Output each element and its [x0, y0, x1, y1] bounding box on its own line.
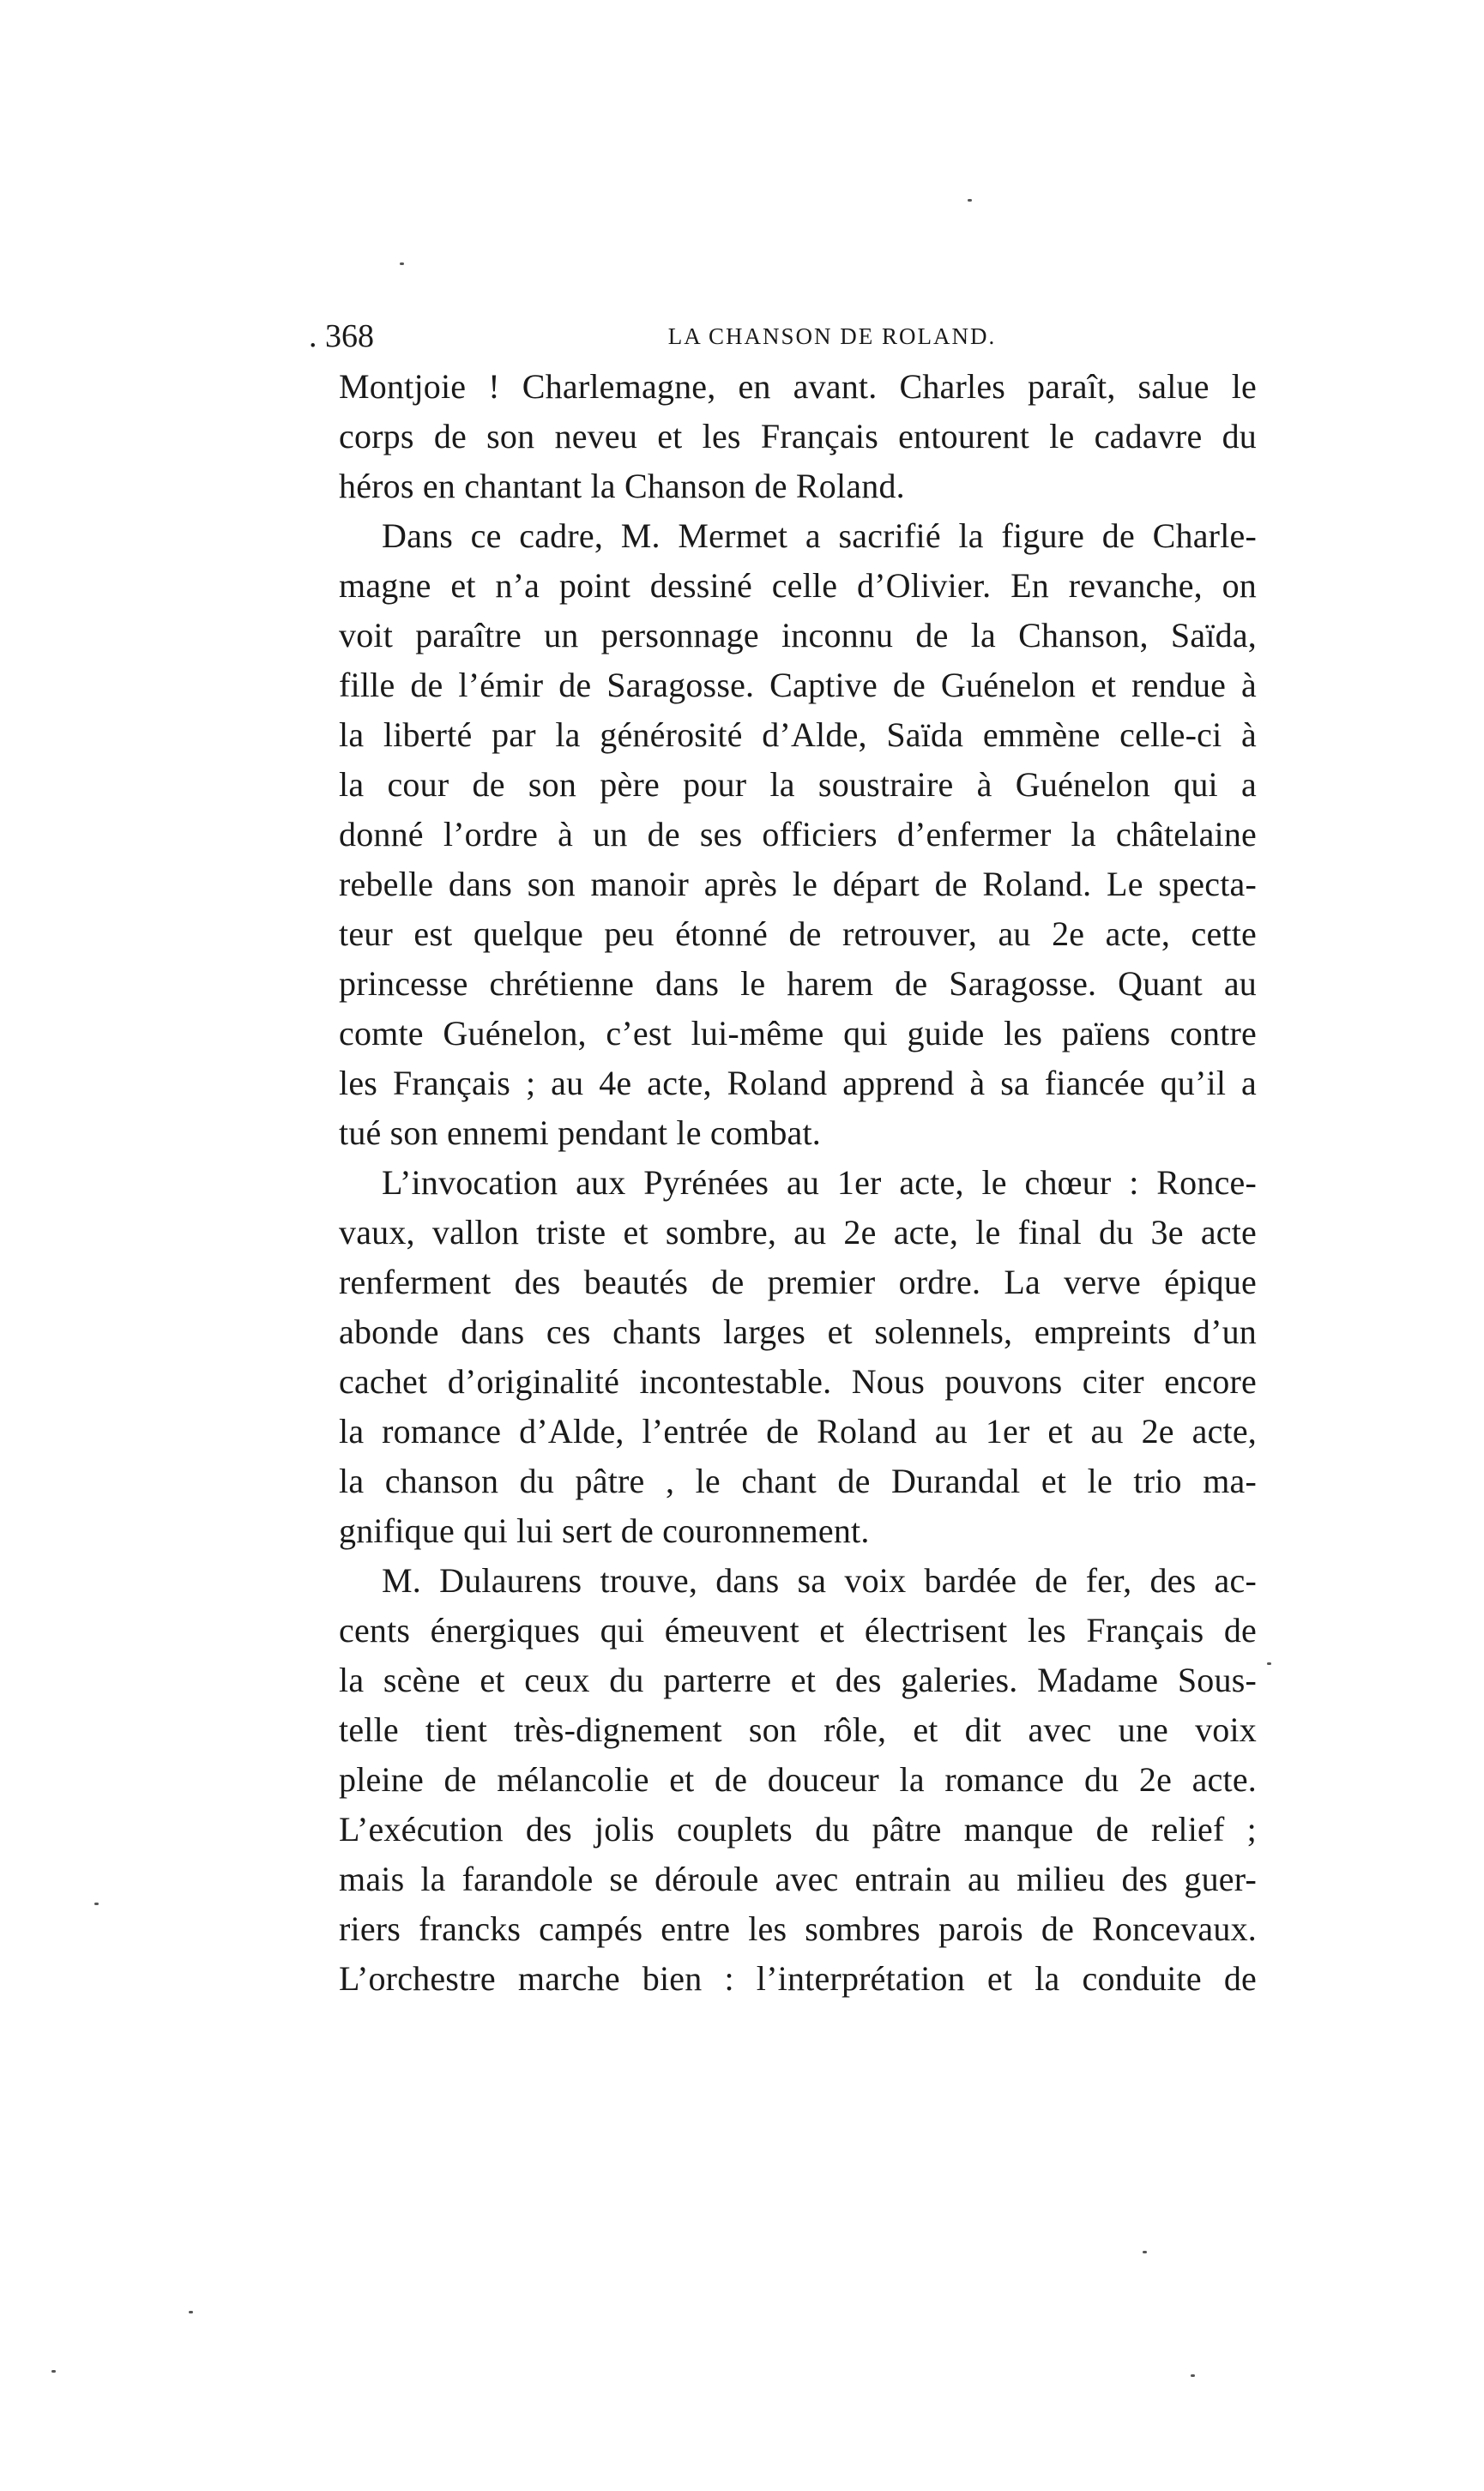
- text-line: teur est quelque peu étonné de retrouver, au 2e acte, cette: [339, 914, 1257, 953]
- text-line: princesse chrétienne dans le harem de Saragosse. Quant au: [339, 964, 1257, 1003]
- text-line: la romance d’Alde, l’entrée de Roland au 1er et au 2e acte,: [339, 1412, 1257, 1451]
- text-line: gnifique qui lui sert de couronnement.: [339, 1511, 870, 1550]
- text-line: abonde dans ces chants larges et solennels, empreints d’un: [339, 1312, 1257, 1351]
- text-line: magne et n’a point dessiné celle d’Olivier. En revanche, on: [339, 566, 1257, 605]
- text-line: rebelle dans son manoir après le départ de Roland. Le specta-: [339, 865, 1257, 903]
- page-number: . 368: [309, 318, 374, 354]
- text-line: la chanson du pâtre , le chant de Durandal et le trio ma-: [339, 1462, 1257, 1500]
- text-line: riers francks campés entre les sombres parois de Roncevaux.: [339, 1909, 1257, 1948]
- page-header: [309, 311, 1261, 362]
- scan-speck: [968, 199, 972, 202]
- text-line: Dans ce cadre, M. Mermet a sacrifié la figure de Charle-: [382, 516, 1257, 555]
- text-line: la cour de son père pour la soustraire à Guénelon qui a: [339, 765, 1257, 804]
- scan-speck: [400, 262, 404, 265]
- text-line: mais la farandole se déroule avec entrain au milieu des guer-: [339, 1860, 1257, 1898]
- text-line: vaux, vallon triste et sombre, au 2e acte, le final du 3e acte: [339, 1213, 1257, 1252]
- scan-speck: [189, 2311, 193, 2313]
- running-title: LA CHANSON DE ROLAND.: [667, 323, 997, 349]
- text-line: donné l’ordre à un de ses officiers d’enfermer la châtelaine: [339, 815, 1257, 853]
- text-line: pleine de mélancolie et de douceur la romance du 2e acte.: [339, 1760, 1257, 1799]
- text-line: comte Guénelon, c’est lui-même qui guide les païens contre: [339, 1014, 1257, 1052]
- text-line: tué son ennemi pendant le combat.: [339, 1113, 821, 1152]
- text-line: voit paraître un personnage inconnu de la Chanson, Saïda,: [339, 616, 1257, 654]
- text-line: cents énergiques qui émeuvent et électrisent les Français de: [339, 1611, 1257, 1650]
- text-line: M. Dulaurens trouve, dans sa voix bardée de fer, des ac-: [382, 1561, 1257, 1600]
- scan-speck: [1267, 1662, 1271, 1665]
- text-line: L’orchestre marche bien : l’interprétation et la conduite de: [339, 1959, 1257, 1998]
- text-line: corps de son neveu et les Français entourent le cadavre du: [339, 417, 1257, 455]
- text-line: telle tient très-dignement son rôle, et dit avec une voix: [339, 1710, 1257, 1749]
- text-line: renferment des beautés de premier ordre. La verve épique: [339, 1263, 1257, 1301]
- text-line: la liberté par la générosité d’Alde, Saïda emmène celle-ci à: [339, 715, 1257, 754]
- text-line: L’exécution des jolis couplets du pâtre manque de relief ;: [339, 1810, 1257, 1849]
- text-line: fille de l’émir de Saragosse. Captive de Guénelon et rendue à: [339, 666, 1257, 704]
- scan-speck: [51, 2370, 56, 2373]
- text-line: les Français ; au 4e acte, Roland apprend à sa fiancée qu’il a: [339, 1064, 1257, 1102]
- text-line: L’invocation aux Pyrénées au 1er acte, le chœur : Ronce-: [382, 1163, 1257, 1202]
- scan-speck: [1191, 2374, 1195, 2377]
- text-line: Montjoie ! Charlemagne, en avant. Charles paraît, salue le: [339, 367, 1257, 406]
- text-line: héros en chantant la Chanson de Roland.: [339, 467, 905, 505]
- text-line: la scène et ceux du parterre et des galeries. Madame Sous-: [339, 1661, 1257, 1699]
- scan-speck: [1143, 2251, 1147, 2253]
- text-line: cachet d’originalité incontestable. Nous pouvons citer encore: [339, 1362, 1257, 1401]
- scan-speck: [94, 1903, 99, 1905]
